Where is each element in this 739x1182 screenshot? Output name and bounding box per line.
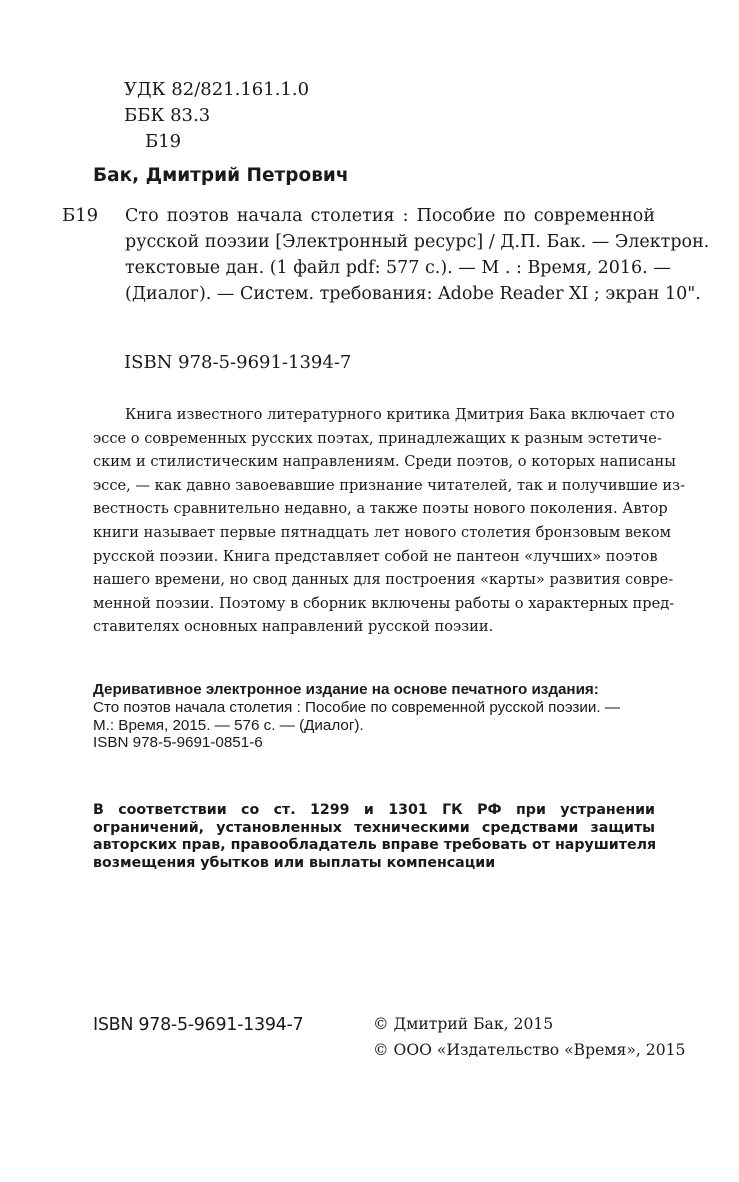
rights-line: авторских прав, правообладатель вправе требовать от нарушителя	[93, 837, 657, 854]
isbn-bottom: ISBN 978-5-9691-1394-7	[93, 1015, 304, 1035]
abstract-line: ставителях основных направлений русской поэзии.	[93, 618, 494, 636]
derivative-heading: Деривативное электронное издание на основе печатного издания:	[93, 681, 599, 698]
abstract-line: русской поэзии. Книга представляет собой не пантеон «лучших» поэтов	[93, 547, 658, 565]
derivative-line: М.: Время, 2015. — 576 с. — (Диалог).	[93, 716, 364, 734]
author-heading: Бак, Дмитрий Петрович	[93, 165, 349, 186]
abstract-line: эссе, — как давно завоевавшие признание читателей, так и получившие из-	[93, 476, 686, 494]
abstract-line: книги называет первые пятнадцать лет нового столетия бронзовым веком	[93, 523, 671, 541]
description-line: русской поэзии [Электронный ресурс] / Д.П. Бак. — Электрон.	[125, 232, 710, 252]
abstract-line: Книга известного литературного критика Дмитрия Бака включает сто	[125, 406, 675, 423]
rights-line: возмещения убытков или выплаты компенсации	[93, 854, 496, 871]
abstract-line: ским и стилистическим направлениям. Среди поэтов, о которых написаны	[93, 453, 676, 471]
abstract	[93, 403, 686, 639]
bbk-code: ББК 83.3	[124, 105, 211, 126]
author-mark: Б19	[145, 131, 182, 152]
description-line: текстовые дан. (1 файл pdf: 577 с.). — М . : Время, 2016. —	[125, 258, 671, 278]
derivative-line: Сто поэтов начала столетия : Пособие по современной русской поэзии. —	[93, 698, 620, 716]
abstract-line: эссе о современных русских поэтах, принадлежащих к разным эстетиче-	[93, 429, 662, 447]
isbn-main: ISBN 978-5-9691-1394-7	[124, 352, 352, 373]
copyright-publisher: © ООО «Издательство «Время», 2015	[373, 1041, 686, 1059]
derivative-edition-note	[93, 681, 655, 752]
description-line: (Диалог). — Систем. требования: Adobe Reader XI ; экран 10".	[125, 284, 701, 304]
rights-line: ограничений, установленных техническими средствами защиты	[93, 819, 655, 836]
rights-notice	[93, 802, 655, 872]
abstract-line: нашего времени, но свод данных для построения «карты» развития совре-	[93, 571, 674, 589]
abstract-line: вестность сравнительно недавно, а также поэты нового поколения. Автор	[93, 500, 668, 518]
rights-line: В соответствии со ст. 1299 и 1301 ГК РФ при устранении	[93, 802, 655, 818]
bibliographic-description	[125, 203, 710, 307]
description-line: Сто поэтов начала столетия : Пособие по современной	[125, 206, 655, 226]
udk-code: УДК 82/821.161.1.0	[124, 79, 310, 100]
copyright-author: © Дмитрий Бак, 2015	[373, 1015, 554, 1033]
abstract-line: менной поэзии. Поэтому в сборник включены работы о характерных пред-	[93, 594, 675, 612]
derivative-line: ISBN 978-5-9691-0851-6	[93, 734, 263, 752]
description-mark: Б19	[62, 205, 99, 226]
